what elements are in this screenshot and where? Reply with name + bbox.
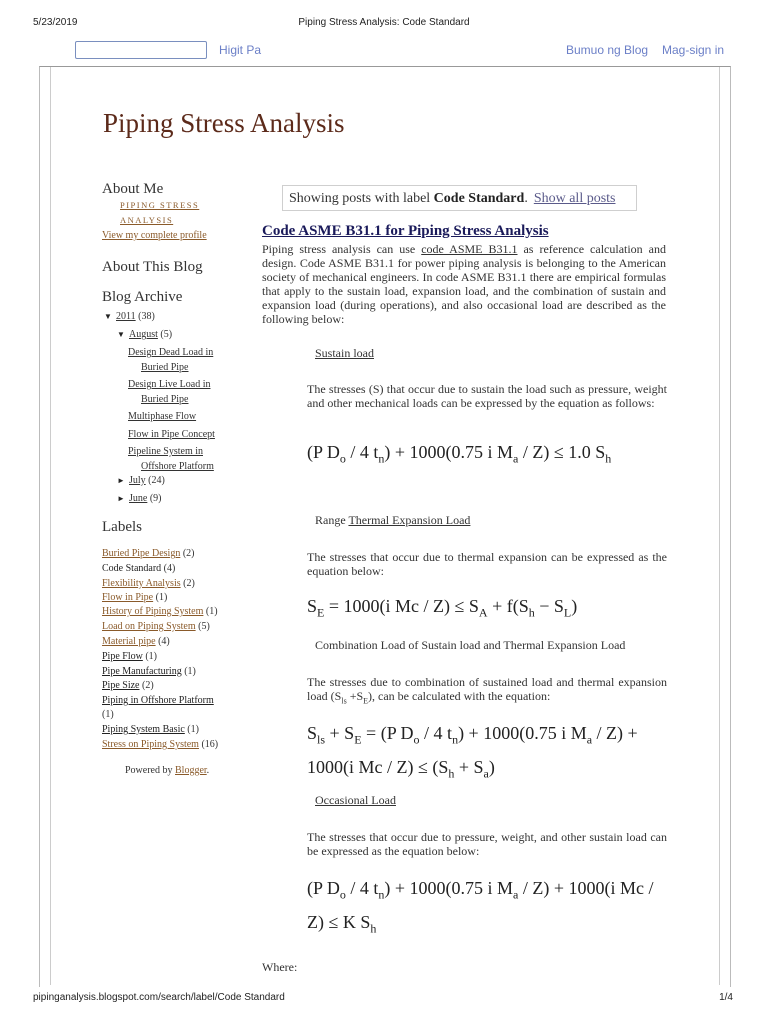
post-intro xyxy=(262,242,666,326)
label-count: (1) xyxy=(155,592,168,603)
triangle-down-icon[interactable]: ▼ xyxy=(104,312,112,321)
blog-archive-heading: Blog Archive xyxy=(102,289,183,305)
label-item[interactable] xyxy=(102,635,170,649)
archive-june-link[interactable]: June xyxy=(129,493,148,504)
archive-post-link[interactable] xyxy=(128,409,238,424)
label-item[interactable] xyxy=(102,679,154,693)
powered-by: Powered by Blogger. xyxy=(125,765,210,776)
sidebar-about-me xyxy=(102,181,252,241)
archive-august[interactable] xyxy=(117,329,172,340)
occasional-load-heading[interactable]: Occasional Load xyxy=(315,793,396,807)
thermal-expansion-link[interactable]: Thermal Expansion Load xyxy=(348,513,471,527)
blog-title[interactable]: Piping Stress Analysis xyxy=(103,108,345,138)
combination-text-a: The stresses due to combination of sustained load and thermal expansion load (S xyxy=(307,675,667,703)
label-link[interactable]: Pipe Flow xyxy=(102,651,143,662)
archive-post-link[interactable] xyxy=(128,377,238,407)
navbar-search-input[interactable] xyxy=(75,41,207,59)
where-text: Where: xyxy=(262,960,298,974)
sidebar-labels xyxy=(102,519,252,536)
label-count: (1) xyxy=(205,606,218,617)
label-item[interactable] xyxy=(102,723,199,737)
label-item[interactable] xyxy=(102,620,210,634)
label-count: (2) xyxy=(182,548,195,559)
view-profile-link[interactable]: View my complete profile xyxy=(102,230,207,241)
show-all-posts-link[interactable]: Show all posts xyxy=(533,191,616,206)
label-item[interactable] xyxy=(102,577,195,591)
label-link[interactable]: Pipe Manufacturing xyxy=(102,666,182,677)
label-count: (4) xyxy=(158,636,170,647)
label-link[interactable]: Pipe Size xyxy=(102,680,140,691)
status-label: Code Standard xyxy=(433,191,525,206)
print-page-number: 1/4 xyxy=(719,992,733,1003)
archive-august-count: (5) xyxy=(160,329,173,340)
triangle-right-icon[interactable]: ► xyxy=(117,476,125,485)
thermal-text: The stresses that occur due to thermal expansion can be expressed as the equation below: xyxy=(307,550,667,578)
post-title[interactable]: Code ASME B31.1 for Piping Stress Analysis xyxy=(262,223,549,239)
combination-text: The stresses due to combination of sustained load and thermal expansion load $(S_{ls} +S_E)$, can be calculated with the equation: xyxy=(307,675,667,706)
archive-post-line[interactable]: Design Dead Load in xyxy=(128,347,214,358)
label-count: (5) xyxy=(198,621,210,632)
archive-post-line[interactable]: Offshore Platform xyxy=(141,461,214,472)
intro-text-rest: as reference calculation and design. Code ASME B31.1 for power piping analysis is belonging to the American society of mechanical engineers. In code ASME B31.1 there are empirical formulas that apply to the sustain load, expansion load, and the combination of sustain and expansion load (during operations), and also occasional load are described as the following below: xyxy=(262,242,666,326)
archive-july-count: (24) xyxy=(148,475,165,486)
thermal-equation: $S_E = 1000(i$ $Mc / Z) \le S_A + f(S_h - S_L)$ xyxy=(307,596,578,620)
about-me-heading: About Me xyxy=(102,181,164,197)
archive-post-line[interactable]: Flow in Pipe Concept xyxy=(128,429,215,440)
print-date: 5/23/2019 xyxy=(33,17,78,28)
blogger-navbar xyxy=(75,40,735,62)
label-count: (2) xyxy=(183,578,195,589)
label-count: (16) xyxy=(201,739,219,750)
sign-in-link[interactable]: Mag-sign in xyxy=(662,43,725,57)
label-item[interactable] xyxy=(102,605,218,619)
archive-2011-count: (38) xyxy=(138,311,155,322)
about-blog-heading: About This Blog xyxy=(102,259,203,275)
archive-post-line[interactable]: Pipeline System in xyxy=(128,446,203,457)
archive-post-link[interactable] xyxy=(128,444,238,474)
label-status-box: Showing posts with label Code Standard. Show all posts xyxy=(282,185,637,211)
label-item[interactable] xyxy=(102,665,196,679)
combination-heading: Combination Load of Sustain load and Thermal Expansion Load xyxy=(315,638,626,652)
print-url: pipinganalysis.blogspot.com/search/label/Code Standard xyxy=(33,992,285,1003)
label-link[interactable]: Piping System Basic xyxy=(102,724,185,735)
profile-name-line1[interactable]: PIPING STRESS xyxy=(120,200,200,210)
triangle-down-icon[interactable]: ▼ xyxy=(117,330,125,339)
label-link[interactable]: Flow in Pipe xyxy=(102,592,154,603)
archive-post-line[interactable]: Multiphase Flow xyxy=(128,411,197,422)
label-count-wrapped xyxy=(102,708,114,722)
labels-heading: Labels xyxy=(102,519,142,535)
archive-2011-link[interactable]: 2011 xyxy=(116,311,136,322)
label-count: (1) xyxy=(187,724,199,735)
label-link[interactable]: Buried Pipe Design xyxy=(102,548,181,559)
label-link[interactable]: Piping in Offshore Platform xyxy=(102,695,214,706)
archive-2011[interactable] xyxy=(104,311,155,322)
archive-july[interactable] xyxy=(117,475,165,486)
label-count: (1) xyxy=(145,651,158,662)
combination-text-b: , can be calculated with the equation: xyxy=(372,689,551,703)
print-header xyxy=(33,17,735,28)
status-prefix: Showing posts with label xyxy=(289,191,431,206)
label-link[interactable]: History of Piping System xyxy=(102,606,204,617)
label-count: (2) xyxy=(142,680,154,691)
archive-post-link[interactable] xyxy=(128,427,238,442)
triangle-right-icon[interactable]: ► xyxy=(117,494,125,503)
blogger-link[interactable]: Blogger xyxy=(175,765,207,776)
powered-by-text: Powered by xyxy=(125,765,173,776)
label-item[interactable] xyxy=(102,591,167,605)
sustain-equation: (P $D_o / 4$ $t_n) + 1000(0.75$ i $M_a / Z) \le 1.0$ $S_h$ xyxy=(307,442,612,466)
label-item[interactable] xyxy=(102,738,218,752)
label-link[interactable]: Load on Piping System xyxy=(102,621,196,632)
label-item[interactable] xyxy=(102,694,214,708)
print-footer xyxy=(33,992,735,1003)
label-link[interactable]: Material pipe xyxy=(102,636,156,647)
label-count: (1) xyxy=(184,666,196,677)
thermal-heading-row xyxy=(315,513,470,528)
print-title: Piping Stress Analysis: Code Standard xyxy=(298,17,470,28)
sustain-text: The stresses (S) that occur due to sustain the load such as pressure, weight and other mechanical loads can be expressed by the equation as follows: xyxy=(307,382,667,410)
combination-equation: $S_{ls} + S_E = (P$ $D_o / 4$ $t_n) + 1000(0.75$ i $M_a / Z) + 1000(i$ $Mc / Z) \le (S_h + S_a)$ xyxy=(307,723,638,781)
label-item[interactable] xyxy=(102,650,157,664)
archive-post-link[interactable] xyxy=(128,345,238,375)
asme-link[interactable]: code ASME B31.1 xyxy=(421,242,518,256)
intro-text: Piping stress analysis can use xyxy=(262,242,422,256)
label-current: Code Standard xyxy=(102,563,162,574)
range-prefix: Range xyxy=(315,513,349,527)
archive-august-link[interactable]: August xyxy=(129,329,158,340)
occasional-equation: (P $D_o / 4$ $t_n) + 1000(0.75$ i $M_a / Z) + 1000(i$ Mc / Z) ≤ K $S_h$ xyxy=(307,878,654,936)
sidebar-archive xyxy=(102,289,252,306)
archive-post-line[interactable]: Buried Pipe xyxy=(141,362,189,373)
label-link[interactable]: Flexibility Analysis xyxy=(102,578,181,589)
sustain-load-heading[interactable]: Sustain load xyxy=(315,346,374,360)
more-link[interactable]: Higit Pa xyxy=(219,43,262,57)
archive-post-line[interactable]: Design Live Load in xyxy=(128,379,211,390)
label-link[interactable]: Stress on Piping System xyxy=(102,739,199,750)
archive-june[interactable] xyxy=(117,493,162,504)
archive-july-link[interactable]: July xyxy=(129,475,146,486)
archive-june-count: (9) xyxy=(149,493,162,504)
label-count: (1) xyxy=(102,709,114,720)
label-item[interactable] xyxy=(102,562,175,576)
profile-name-line2[interactable]: ANALYSIS xyxy=(120,215,174,225)
label-item[interactable] xyxy=(102,547,195,561)
label-count: (4) xyxy=(163,563,176,574)
occasional-text: The stresses that occur due to pressure, weight, and other sustain load can be expressed as the equation below: xyxy=(307,830,667,858)
sidebar-about-blog xyxy=(102,259,252,276)
create-blog-link[interactable]: Bumuo ng Blog xyxy=(566,43,649,57)
archive-post-line[interactable]: Buried Pipe xyxy=(141,394,189,405)
